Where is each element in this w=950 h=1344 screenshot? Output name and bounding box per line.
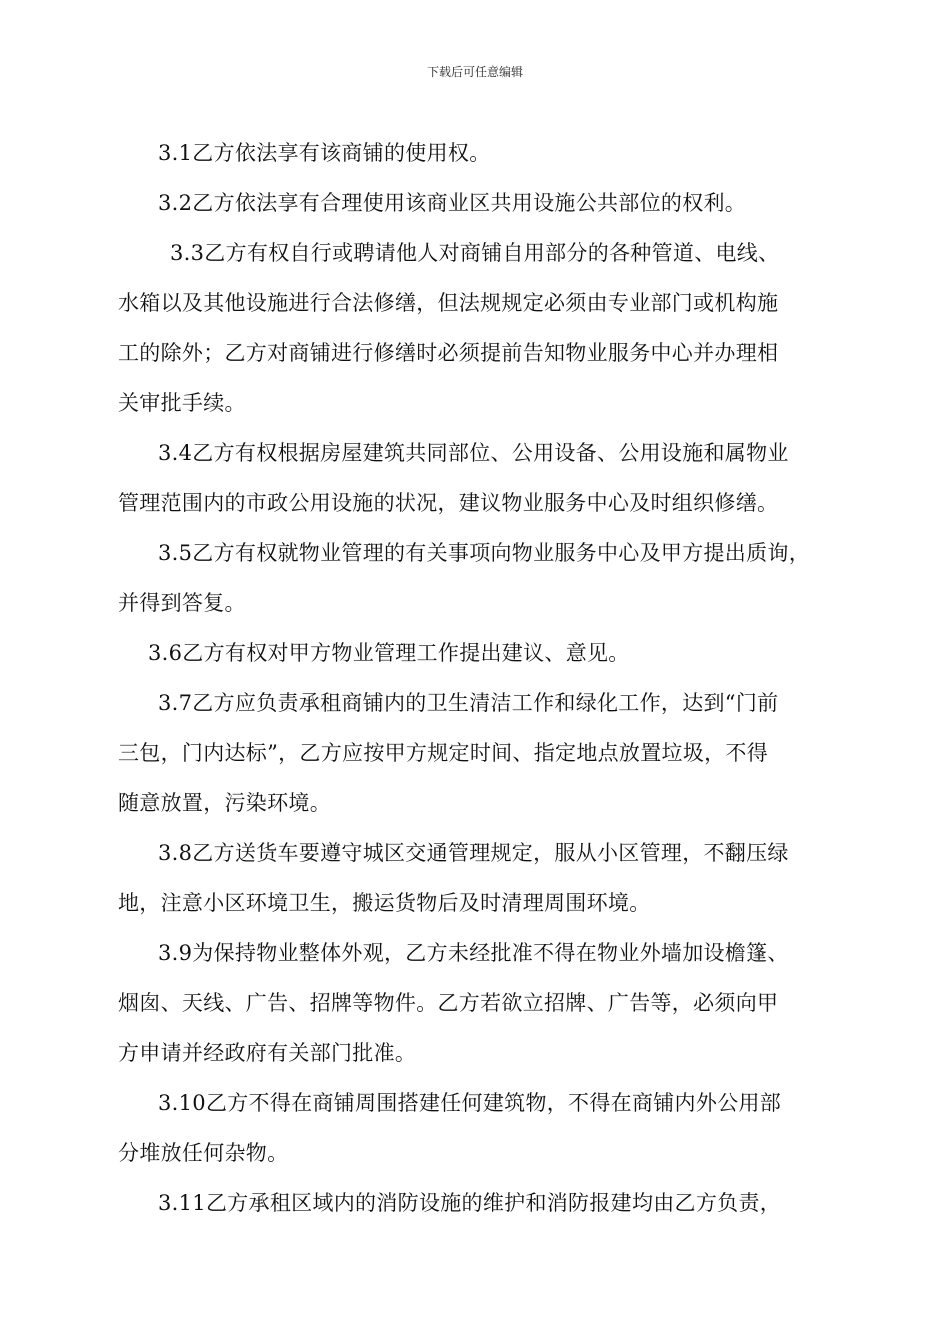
page-header: 下载后可任意编辑 [426,65,523,79]
paragraph-line: 关审批手续。 [118,391,246,415]
paragraph-line: 分堆放任何杂物。 [118,1141,289,1165]
paragraph-line: 工的除外；乙方对商铺进行修缮时必须提前告知物业服务中心并办理相 [118,341,779,365]
paragraph-line: 方申请并经政府有关部门批准。 [118,1041,417,1065]
paragraph-line: 3.4乙方有权根据房屋建筑共同部位、公用设备、公用设施和属物业 [158,441,789,465]
document-body [118,131,838,1231]
paragraph-line: 随意放置，污染环境。 [118,791,331,815]
paragraph-line: 地，注意小区环境卫生，搬运货物后及时清理周围环境。 [118,891,651,915]
paragraph-line: 3.6乙方有权对甲方物业管理工作提出建议、意见。 [148,641,630,665]
paragraph-line: 水箱以及其他设施进行合法修缮，但法规规定必须由专业部门或机构施 [118,291,779,315]
paragraph-line: 并得到答复。 [118,591,246,615]
paragraph-line: 管理范围内的市政公用设施的状况，建议物业服务中心及时组织修缮。 [118,491,779,515]
paragraph-line: 3.3乙方有权自行或聘请他人对商铺自用部分的各种管道、电线、 [170,241,780,265]
paragraph-line: 3.2乙方依法享有合理使用该商业区共用设施公共部位的权利。 [158,191,747,215]
paragraph-line: 3.9为保持物业整体外观，乙方未经批准不得在物业外墙加设檐篷、 [158,941,789,965]
paragraph-line: 3.8乙方送货车要遵守城区交通管理规定，服从小区管理，不翻压绿 [158,841,789,865]
paragraph-line: 3.1乙方依法享有该商铺的使用权。 [158,141,491,165]
paragraph-line: 3.10乙方不得在商铺周围搭建任何建筑物，不得在商铺内外公用部 [158,1091,782,1115]
paragraph-line: 三包，门内达标”，乙方应按甲方规定时间、指定地点放置垃圾，不得 [118,741,769,765]
paragraph-line: 3.5乙方有权就物业管理的有关事项向物业服务中心及甲方提出质询， [158,541,810,565]
paragraph-line: 3.7乙方应负责承租商铺内的卫生清洁工作和绿化工作，达到“门前 [158,691,779,715]
paragraph-line: 烟囱、天线、广告、招牌等物件。乙方若欲立招牌、广告等，必须向甲 [118,991,779,1015]
paragraph-line: 3.11乙方承租区域内的消防设施的维护和消防报建均由乙方负责， [158,1191,782,1215]
